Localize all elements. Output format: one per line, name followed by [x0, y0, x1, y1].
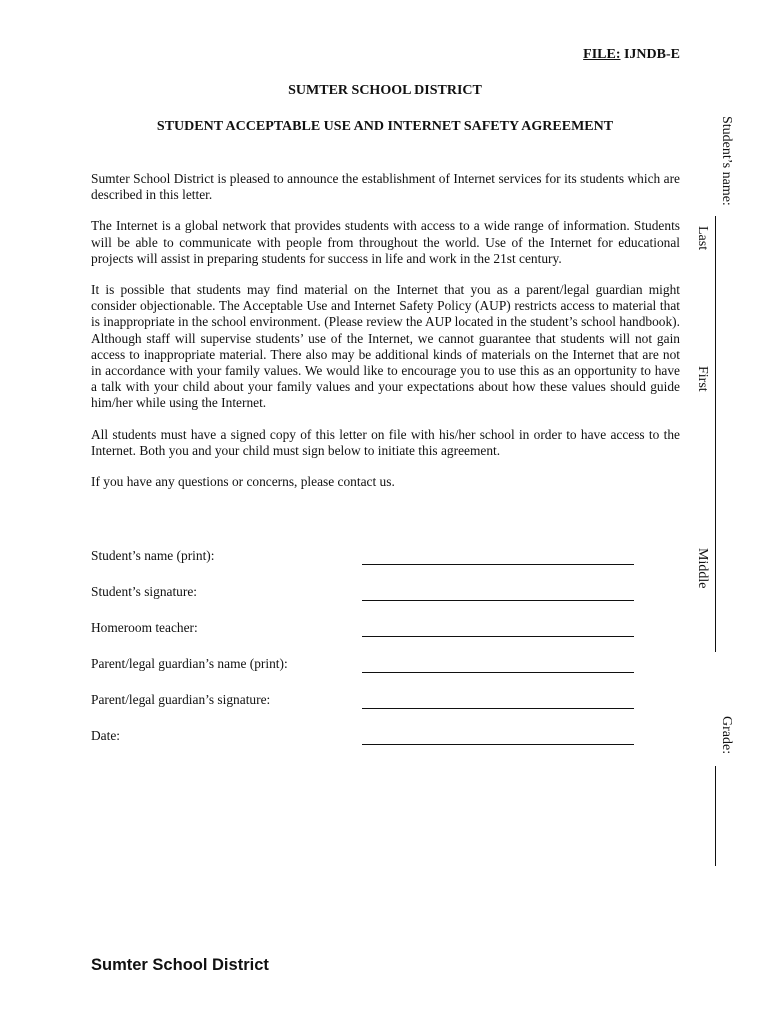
field-label: Parent/legal guardian’s name (print): — [91, 656, 288, 671]
paragraph-signed-copy: All students must have a signed copy of this letter on file with his/her school in order to have access to the Internet. Both you and your child must sign below to initiate this agreement. — [91, 426, 680, 458]
field-guardian-signature — [91, 692, 636, 728]
student-name-line[interactable] — [362, 564, 634, 565]
guardian-name-line[interactable] — [362, 672, 634, 673]
file-code-label — [583, 47, 680, 63]
paragraph-contact: If you have any questions or concerns, please contact us. — [91, 474, 395, 490]
homeroom-teacher-line[interactable] — [362, 636, 634, 637]
district-title: SUMTER SCHOOL DISTRICT — [288, 83, 482, 98]
letter-body — [91, 171, 680, 505]
side-name-line[interactable] — [715, 216, 716, 652]
file-prefix: FILE: — [583, 47, 621, 62]
side-grade-label: Grade: — [719, 716, 734, 755]
field-label: Student’s name (print): — [91, 548, 215, 563]
date-line[interactable] — [362, 744, 634, 745]
field-homeroom-teacher — [91, 620, 636, 656]
paragraph-objectionable: It is possible that students may find material on the Internet that you as a parent/legal guardian might consider objectionable. The Acceptable Use and Internet Safety Policy (AUP) restricts access to material that is inappropriate in the school environment. (Please review the AUP located in the student’s school handbook). Although staff will supervise students’ use of the Internet, we cannot guarantee that students will not gain access to inappropriate material. There also may be additional kinds of materials on the Internet that are not in accordance with your family values. We would like to encourage you to use this as an opportunity to have a talk with your child about your family values and your expectations about how these values should guide him/her while using the Internet. — [91, 282, 680, 411]
side-name-strip — [695, 116, 736, 868]
side-students-name-label: Student’s name: — [719, 116, 734, 206]
field-student-name — [91, 548, 636, 584]
signature-form — [91, 548, 636, 764]
field-date — [91, 728, 636, 764]
side-last-label: Last — [695, 226, 710, 251]
side-grade-line[interactable] — [715, 766, 716, 866]
paragraph-intro: Sumter School District is pleased to announce the establishment of Internet services for its students which are described in this letter. — [91, 171, 680, 203]
field-label: Parent/legal guardian’s signature: — [91, 692, 271, 707]
footer-brand: Sumter School District — [91, 956, 269, 974]
student-signature-line[interactable] — [362, 600, 634, 601]
field-guardian-name — [91, 656, 636, 692]
field-label: Homeroom teacher: — [91, 620, 198, 635]
field-label: Student’s signature: — [91, 584, 197, 599]
side-first-label: First — [695, 366, 710, 392]
file-code: IJNDB-E — [623, 47, 680, 62]
page-title: STUDENT ACCEPTABLE USE AND INTERNET SAFETY AGREEMENT — [156, 119, 614, 134]
field-label: Date: — [91, 728, 120, 743]
field-student-signature — [91, 584, 636, 620]
paragraph-internet: The Internet is a global network that provides students with access to a wide range of information. Students will be able to communicate with people from throughout the world. Use of the Internet for educational projects will assist in preparing students for success in life and work in the 21st century. — [91, 218, 680, 266]
side-middle-label: Middle — [695, 548, 710, 589]
guardian-signature-line[interactable] — [362, 708, 634, 709]
